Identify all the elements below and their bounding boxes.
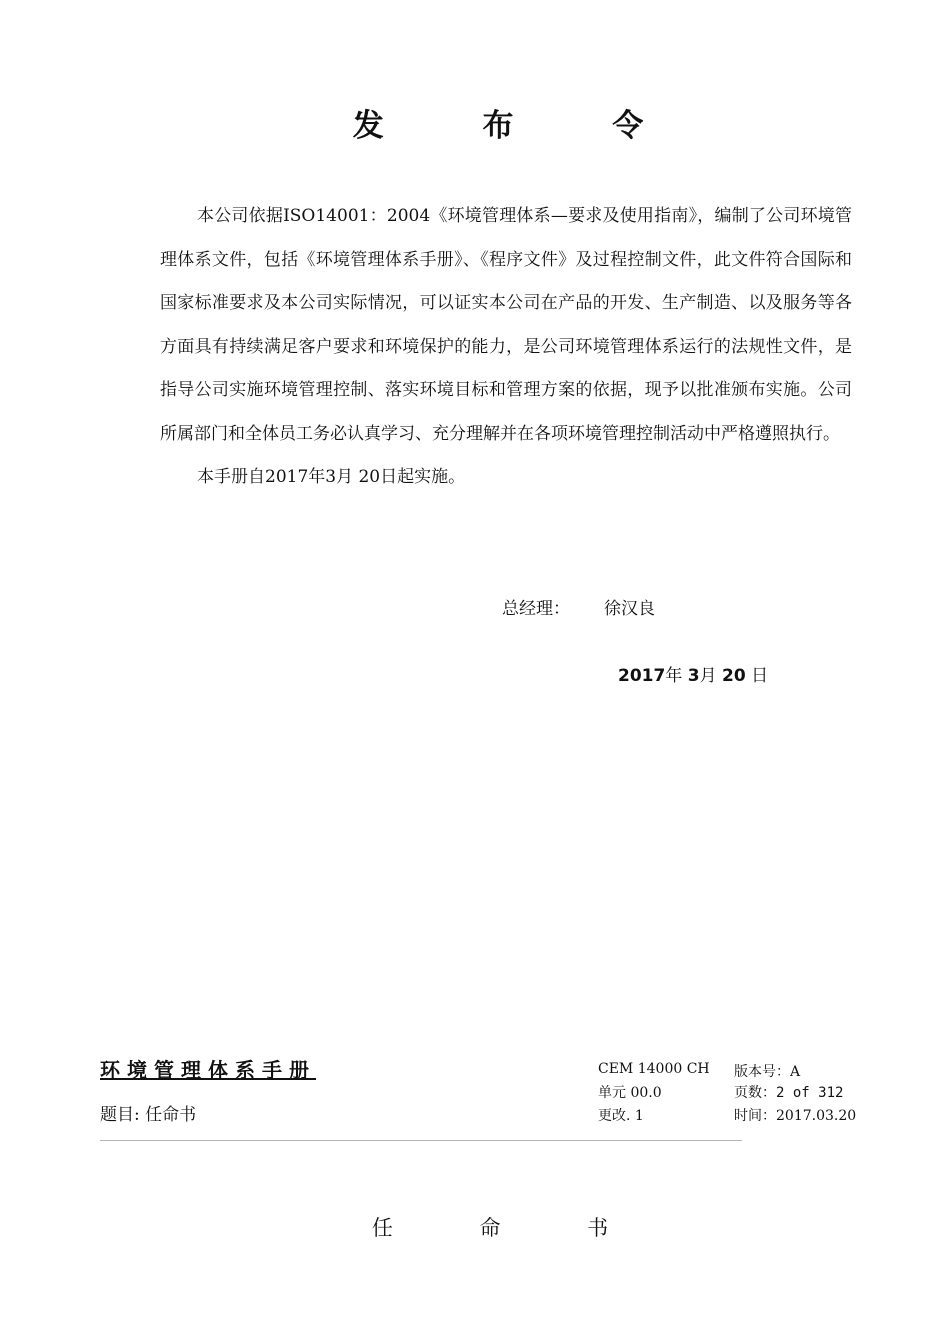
unit-number: 单元 00.0 — [598, 1085, 662, 1101]
pages-label: 页数： — [734, 1085, 776, 1101]
version-label: 版本号： — [734, 1064, 790, 1080]
revision-number: 更改. 1 — [598, 1108, 644, 1124]
signer-name: 徐汉良 — [604, 599, 655, 619]
pages-value: 2 of 312 — [776, 1085, 844, 1101]
date-month-unit: 月 — [699, 666, 717, 686]
time-info — [734, 1105, 856, 1125]
time-value: 2017.03.20 — [776, 1108, 857, 1124]
date-year-unit: 年 — [665, 666, 683, 686]
header-divider — [100, 1140, 742, 1141]
date-month: 3 — [687, 666, 700, 686]
pages-info — [734, 1082, 843, 1102]
subject-label: 题目: — [100, 1105, 140, 1125]
date-day-unit: 日 — [751, 666, 769, 686]
decree-title: 发 布 令 — [352, 108, 688, 144]
subject-line — [100, 1100, 196, 1125]
signature-line — [502, 594, 655, 619]
appointment-title: 任 命 书 — [371, 1216, 649, 1240]
signer-label: 总经理： — [502, 599, 570, 619]
subject-value: 任命书 — [145, 1105, 197, 1125]
date-year: 2017 — [618, 666, 666, 686]
date-day: 20 — [721, 666, 746, 686]
decree-paragraph-2: 本手册自2017年3月 20日起实施。 — [197, 467, 466, 487]
time-label: 时间： — [734, 1108, 776, 1124]
decree-body — [160, 195, 852, 500]
decree-date — [618, 661, 768, 686]
manual-title: 环境管理体系手册 — [100, 1058, 316, 1082]
decree-paragraph-1: 本公司依据ISO14001：2004《环境管理体系—要求及使用指南》，编制了公司环境管理体系文件，包括《环境管理体系手册》、《程序文件》及过程控制文件，此文件符合国际和国家标准要求及本公司实际情况，可以证实本公司在产品的开发、生产制造、以及服务等各方面具有持续满足客户要求和环境保护的能力，是公司环境管理体系运行的法规性文件，是指导公司实施环境管理控制、落实环境目标和管理方案的依据，现予以批准颁布实施。公司所属部门和全体员工务必认真学习、充分理解并在各项环境管理控制活动中严格遵照执行。 — [160, 206, 852, 444]
version-info — [734, 1061, 800, 1081]
version-value: A — [790, 1064, 801, 1080]
doc-code: CEM 14000 CH — [598, 1061, 710, 1077]
